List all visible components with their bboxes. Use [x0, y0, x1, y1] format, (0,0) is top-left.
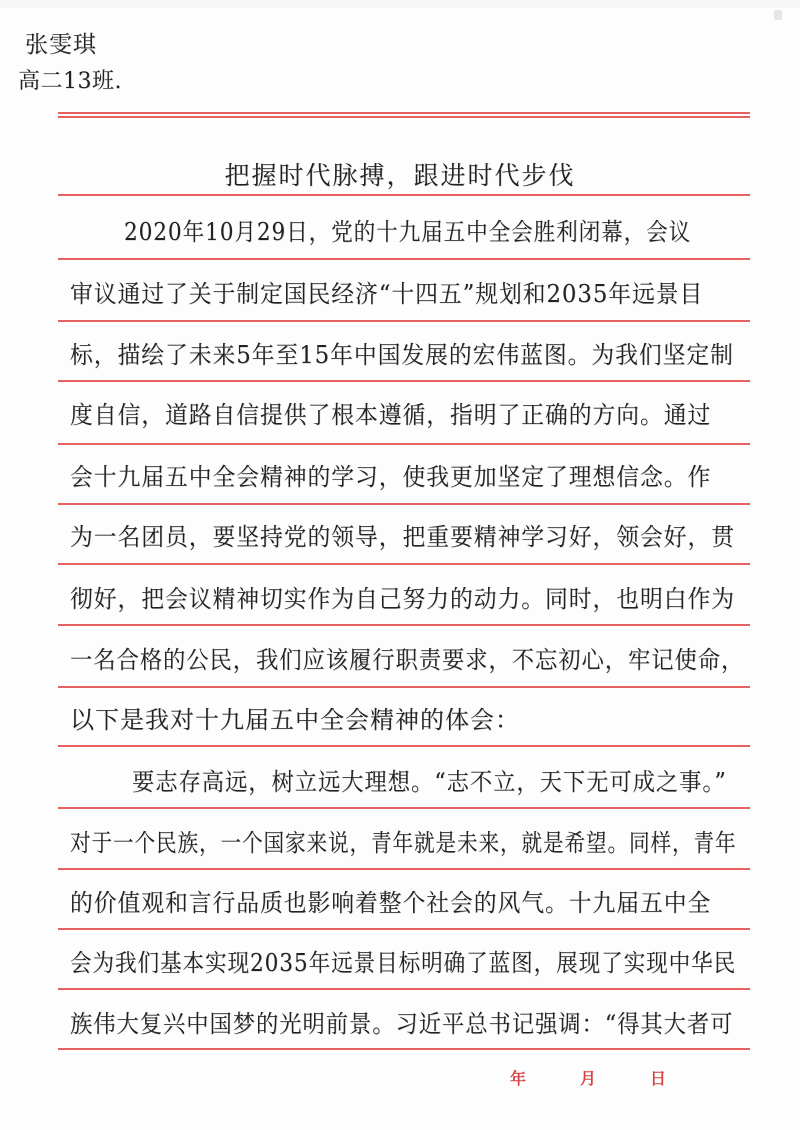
- ruled-line: [58, 503, 750, 505]
- essay-line: 一名合格的公民，我们应该履行职责要求，不忘初心，牢记使命，: [70, 646, 745, 674]
- essay-line: 以下是我对十九届五中全会精神的体会：: [70, 706, 520, 734]
- corner-mark: [774, 10, 782, 20]
- class-label: 高二13班.: [18, 69, 122, 94]
- essay-line: 审议通过了关于制定国民经济“十四五”规划和2035年远景目: [70, 280, 704, 308]
- ruled-line: [58, 868, 750, 870]
- ruled-line: [58, 320, 750, 322]
- essay-line: 会十九届五中全会精神的学习，使我更加坚定了理想信念。作: [70, 463, 712, 491]
- essay-line: 2020年10月29日，党的十九届五中全会胜利闭幕，会议: [124, 218, 692, 246]
- essay-line: 会为我们基本实现2035年远景目标明确了蓝图，展现了实现中华民: [70, 949, 737, 977]
- ruled-line: [58, 443, 750, 445]
- essay-line: 为一名团员，要坚持党的领导，把重要精神学习好，领会好，贯: [70, 523, 735, 551]
- ruled-line: [58, 563, 750, 565]
- year-label: 年: [510, 1071, 527, 1088]
- essay-line: 族伟大复兴中国梦的光明前景。习近平总书记强调：“得其大者可: [70, 1010, 734, 1038]
- ruled-line: [58, 380, 750, 382]
- essay-line: 度自信，道路自信提供了根本遵循，指明了正确的方向。通过: [70, 401, 712, 429]
- essay-title: 把握时代脉搏，跟进时代步伐: [224, 161, 576, 190]
- page-top-edge: [0, 0, 800, 8]
- essay-line: 彻好，把会议精神切实作为自己努力的动力。同时，也明白作为: [70, 585, 735, 613]
- ruled-line: [58, 745, 750, 747]
- month-label: 月: [580, 1071, 597, 1088]
- ruled-line: [58, 928, 750, 930]
- ruled-line: [58, 988, 750, 990]
- day-label: 日: [650, 1071, 667, 1088]
- essay-line: 要志存高远，树立远大理想。“志不立，天下无可成之事。”: [132, 768, 727, 796]
- essay-line: 标，描绘了未来5年至15年中国发展的宏伟蓝图。为我们坚定制: [70, 341, 734, 369]
- ruled-line: [58, 624, 750, 626]
- ruled-line: [58, 686, 750, 688]
- ruled-line: [58, 807, 750, 809]
- ruled-line: [58, 194, 750, 196]
- essay-line: 对于一个民族，一个国家来说，青年就是未来，就是希望。同样，青年: [70, 829, 737, 857]
- essay-line: 的价值观和言行品质也影响着整个社会的风气。十九届五中全: [70, 889, 712, 917]
- author-name: 张雯琪: [25, 32, 97, 58]
- ruled-line: [58, 258, 750, 260]
- ruled-line: [58, 1048, 750, 1050]
- top-double-rule: [58, 112, 750, 118]
- date-footer: [510, 1066, 690, 1090]
